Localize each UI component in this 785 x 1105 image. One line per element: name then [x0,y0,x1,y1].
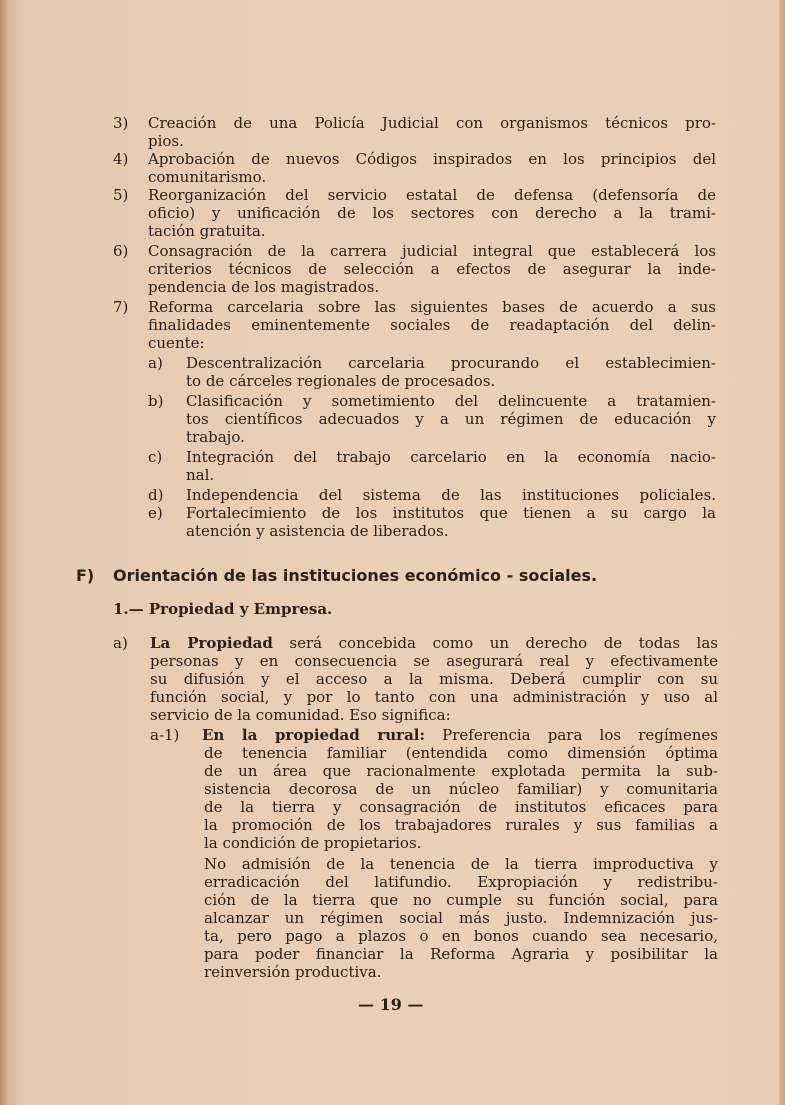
item-line: tación gratuita. [148,222,266,240]
paragraph-line: alcanzar un régimen social más justo. Indemnización jus- [204,909,718,927]
item-line: cuente: [148,334,205,352]
subsection-heading: 1.— Propiedad y Empresa. [113,600,333,618]
paragraph-line: la promoción de los trabajadores rurales y sus familias a [204,816,718,834]
subitem-letter: c) [148,448,163,466]
item-line: comunitarismo. [148,168,267,186]
item-line: finalidades eminentemente sociales de readaptación del delin- [148,316,716,334]
subitem-line: tos científicos adecuados y a un régimen de educación y [186,410,716,428]
paragraph-line: No admisión de la tenencia de la tierra improductiva y [204,855,718,873]
paragraph-label: a-1) [150,726,180,744]
item-number: 7) [113,298,129,316]
subitem-line: Clasificación y sometimiento del delincuente a tratamien- [186,392,716,410]
page-number: — 19 — [358,995,424,1014]
paragraph-line: de tenencia familiar (entendida como dimensión óptima [204,744,718,762]
paragraph-first-line [202,726,718,744]
item-line: Creación de una Policía Judicial con organismos técnicos pro- [148,114,716,132]
paragraph-line: la condición de propietarios. [204,834,422,852]
paragraph-line: ta, pero pago a plazos o en bonos cuando sea necesario, [204,927,718,945]
item-line: pendencia de los magistrados. [148,278,380,296]
item-line: Reorganización del servicio estatal de defensa (defensoría de [148,186,716,204]
subitem-letter: a) [148,354,163,372]
subitem-line: Fortalecimiento de los institutos que tienen a su cargo la [186,504,716,522]
paragraph-line: sistencia decorosa de un núcleo familiar) y comunitaria [204,780,718,798]
subitem-line: nal. [186,466,215,484]
item-line: oficio) y unificación de los sectores con derecho a la trami- [148,204,716,222]
subitem-line: trabajo. [186,428,245,446]
paragraph-text: será concebida como un derecho de todas las [289,634,718,652]
paragraph-line: para poder financiar la Reforma Agraria y posibilitar la [204,945,718,963]
item-number: 5) [113,186,129,204]
section-letter: F) [76,566,95,585]
paragraph-line: de un área que racionalmente explotada permita la sub- [204,762,718,780]
subitem-line: Integración del trabajo carcelario en la economía nacio- [186,448,716,466]
paragraph-lead: La Propiedad [150,634,273,652]
paragraph-first-line [150,634,718,652]
page-edge [779,0,785,1105]
item-line: pios. [148,132,184,150]
paragraph-line: erradicación del latifundio. Expropiación y redistribu- [204,873,718,891]
paragraph-line: función social, y por lo tanto con una administración y uso al [150,688,718,706]
item-number: 4) [113,150,129,168]
subitem-line: Descentralización carcelaria procurando el establecimien- [186,354,716,372]
subitem-line: atención y asistencia de liberados. [186,522,449,540]
item-line: Reforma carcelaria sobre las siguientes bases de acuerdo a sus [148,298,716,316]
paragraph-letter: a) [113,634,128,652]
paragraph-line: de la tierra y consagración de institutos eficaces para [204,798,718,816]
paragraph-line: reinversión productiva. [204,963,382,981]
subitem-letter: e) [148,504,163,522]
item-line: Consagración de la carrera judicial integral que establecerá los [148,242,716,260]
subitem-letter: d) [148,486,164,504]
paragraph-lead: En la propiedad rural: [202,726,426,744]
item-number: 6) [113,242,129,260]
paragraph-line: ción de la tierra que no cumple su función social, para [204,891,718,909]
item-line: Aprobación de nuevos Códigos inspirados en los principios del [148,150,716,168]
paragraph-text: Preferencia para los regímenes [442,726,718,744]
paragraph-line: personas y en consecuencia se asegurará real y efectivamente [150,652,718,670]
paragraph-line: su difusión y el acceso a la misma. Deberá cumplir con su [150,670,718,688]
subitem-letter: b) [148,392,164,410]
section-heading: Orientación de las instituciones económico - sociales. [113,566,598,585]
subitem-line: Independencia del sistema de las instituciones policiales. [186,486,716,504]
paragraph-line: servicio de la comunidad. Eso significa: [150,706,451,724]
subitem-line: to de cárceles regionales de procesados. [186,372,496,390]
item-line: criterios técnicos de selección a efectos de asegurar la inde- [148,260,716,278]
item-number: 3) [113,114,129,132]
